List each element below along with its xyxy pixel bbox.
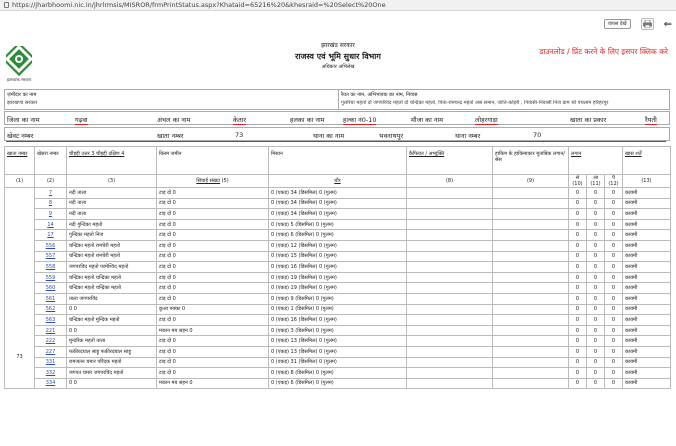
- rent-aa-cell: 0: [587, 198, 605, 209]
- remarks-cell: [407, 188, 493, 199]
- rent-se-cell: 0: [569, 315, 587, 326]
- rent-se-cell: 0: [569, 378, 587, 389]
- area-cell: 0 (एकड़) 31 (डिसमिल) 0 (गुलम): [269, 357, 407, 368]
- rights-cell: [493, 240, 569, 251]
- condition-cell: कायमी: [623, 357, 671, 368]
- land-type-cell: टाड़ दो 0: [157, 209, 269, 220]
- rent-pai-cell: 0: [605, 209, 623, 220]
- rights-cell: [493, 346, 569, 357]
- colnum-2: (2): [35, 175, 67, 188]
- land-type-cell: टाड़ दो 0: [157, 283, 269, 294]
- table-row: [5, 209, 671, 220]
- table-row: [5, 240, 671, 251]
- remarks-cell: [407, 240, 493, 251]
- boundary-cell: नदी ताला: [67, 188, 157, 199]
- remarks-cell: [407, 315, 493, 326]
- area-cell: 0 (एकड़) 34 (डिसमिल) 0 (गुलम): [269, 209, 407, 220]
- rent-se-cell: 0: [569, 219, 587, 230]
- area-cell: 0 (एकड़) 3 (डिसमिल) 0 (गुलम): [269, 325, 407, 336]
- sub-sinchai: [157, 175, 269, 188]
- table-row: [5, 219, 671, 230]
- rent-pai-cell: 0: [605, 336, 623, 347]
- rent-se-cell: 0: [569, 304, 587, 315]
- sub-se: [569, 175, 587, 188]
- boundary-cell: नदी गुन्दिका महतो: [67, 219, 157, 230]
- raiyat-cell: [339, 90, 669, 109]
- rent-pai-cell: 0: [605, 325, 623, 336]
- khesra-link[interactable]: 331: [35, 357, 67, 368]
- rent-aa-cell: 0: [587, 262, 605, 273]
- rights-cell: [493, 262, 569, 273]
- colnum-10: (10): [572, 181, 583, 187]
- khesra-link[interactable]: 8: [35, 198, 67, 209]
- land-type-cell: टाड़ दो 0: [157, 336, 269, 347]
- rent-pai-cell: 0: [605, 272, 623, 283]
- table-row: [5, 346, 671, 357]
- rent-aa-cell: 0: [587, 188, 605, 199]
- area-cell: 0 (एकड़) 16 (डिसमिल) 0 (गुलम): [269, 315, 407, 326]
- table-row: [5, 283, 671, 294]
- remarks-cell: [407, 336, 493, 347]
- condition-cell: कायमी: [623, 240, 671, 251]
- condition-cell: कायमी: [623, 272, 671, 283]
- boundary-cell: ताला जगपरविंद: [67, 293, 157, 304]
- rent-se-cell: 0: [569, 293, 587, 304]
- table-row: [5, 368, 671, 379]
- rent-aa-cell: 0: [587, 325, 605, 336]
- condition-cell: कायमी: [623, 251, 671, 262]
- land-type-cell: टाड़ दो 0: [157, 188, 269, 199]
- area-cell: 0 (एकड़) 13 (डिसमिल) 0 (गुलम): [269, 336, 407, 347]
- rights-cell: [493, 272, 569, 283]
- khesra-link[interactable]: 562: [35, 304, 67, 315]
- table-row: [5, 315, 671, 326]
- land-type-cell: टाड़ दो 0: [157, 293, 269, 304]
- boundary-cell: 0 0: [67, 378, 157, 389]
- district-value: गढ़वा: [75, 116, 88, 124]
- rights-cell: [493, 209, 569, 220]
- table-row: [5, 272, 671, 283]
- col-boundary: चौहद्दी उत्तर 3 चौहद्दी दक्षिण 4: [67, 147, 157, 175]
- owner-section: [4, 89, 670, 110]
- rent-pai-cell: 0: [605, 293, 623, 304]
- table-row: [5, 357, 671, 368]
- land-type-cell: टाड़ दो 0: [157, 315, 269, 326]
- boundary-cell: 0 0: [67, 325, 157, 336]
- rent-se-cell: 0: [569, 336, 587, 347]
- rent-aa-cell: 0: [587, 293, 605, 304]
- khesra-link[interactable]: 7: [35, 188, 67, 199]
- remarks-cell: [407, 262, 493, 273]
- colnum-11: (11): [590, 181, 601, 187]
- colnum-12: (12): [608, 181, 619, 187]
- table-row: [5, 198, 671, 209]
- rent-aa-cell: 0: [587, 315, 605, 326]
- table-row: [5, 293, 671, 304]
- sub-aa: [587, 175, 605, 188]
- rent-pai-cell: 0: [605, 315, 623, 326]
- boundary-cell: जगपरविंद महतो परमेश्विद महतो: [67, 262, 157, 273]
- col-land-type: किस्म जमीन: [157, 147, 269, 175]
- sub-sinchai-label: सिंचाई संख्या: [196, 178, 220, 184]
- land-type-cell: टाड़ दो 0: [157, 272, 269, 283]
- col-special: खास शर्तें: [623, 147, 671, 175]
- rent-aa-cell: 0: [587, 304, 605, 315]
- sub-se-label: से: [575, 175, 580, 181]
- rent-pai-cell: 0: [605, 368, 623, 379]
- rent-se-cell: 0: [569, 251, 587, 262]
- rent-se-cell: 0: [569, 272, 587, 283]
- circle-value: केतार: [233, 116, 247, 124]
- colnum-5: (5): [221, 178, 229, 184]
- sub-pai: [605, 175, 623, 188]
- rights-cell: [493, 357, 569, 368]
- khata-type-value: रैयती: [645, 116, 657, 124]
- area-cell: 0 (एकड़) 9 (डिसमिल) 0 (गुलम): [269, 293, 407, 304]
- khesra-link[interactable]: 17: [35, 230, 67, 241]
- khesra-link[interactable]: 332: [35, 368, 67, 379]
- khata-row: [4, 127, 670, 141]
- rent-se-cell: 0: [569, 230, 587, 241]
- boundary-cell: चन्द्रिका महतो रामचेरी महतो: [67, 240, 157, 251]
- rent-se-cell: 0: [569, 325, 587, 336]
- sub-dhaur: धौर: [269, 175, 407, 188]
- boundary-cell: रामजतन चमार परिंदक महतो: [67, 357, 157, 368]
- address-bar[interactable]: [0, 0, 676, 11]
- rent-aa-cell: 0: [587, 251, 605, 262]
- top-toolbar: [604, 18, 672, 30]
- area-cell: 0 (एकड़) 19 (डिसमिल) 0 (गुलम): [269, 272, 407, 283]
- remarks-cell: [407, 357, 493, 368]
- rent-se-cell: 0: [569, 346, 587, 357]
- boundary-cell: चन्द्रिका महतो मुन्दिक महतो: [67, 315, 157, 326]
- rights-cell: [493, 336, 569, 347]
- govt-title: झारखंड सरकार: [321, 42, 355, 49]
- col-rent: लगान: [569, 147, 623, 175]
- condition-cell: कायमी: [623, 230, 671, 241]
- rights-cell: [493, 198, 569, 209]
- raiyat-value: गुलरिया महतो दो जगपरिवंद महतो दो चन्द्रिका महतो, पिता-रामचन्द्र महतो अंस समान, जाति-कोइरी , निवासी-निवासी निज ग्राम श्री पचलाम हरिहरपुर: [341, 100, 609, 106]
- khata-type-label: खाता का प्रकार: [570, 116, 607, 124]
- condition-cell: कायमी: [623, 283, 671, 294]
- mouza-value: लोहरगाड़ा: [475, 116, 498, 124]
- colnum-1: (1): [5, 175, 35, 188]
- area-cell: 0 (एकड़) 6 (डिसमिल) 0 (गुलम): [269, 230, 407, 241]
- rent-se-cell: 0: [569, 262, 587, 273]
- rent-aa-cell: 0: [587, 336, 605, 347]
- boundary-cell: नदी ताला: [67, 209, 157, 220]
- remarks-cell: [407, 209, 493, 220]
- area-cell: 0 (एकड़) 16 (डिसमिल) 0 (गुलम): [269, 262, 407, 273]
- rent-pai-cell: 0: [605, 219, 623, 230]
- rent-aa-cell: 0: [587, 272, 605, 283]
- rent-se-cell: 0: [569, 188, 587, 199]
- table-row: [5, 304, 671, 315]
- rent-pai-cell: 0: [605, 262, 623, 273]
- table-header-row: [5, 147, 671, 175]
- mouza-label: मौजा का नाम: [411, 116, 444, 124]
- khesra-link[interactable]: 221: [35, 325, 67, 336]
- rent-se-cell: 0: [569, 240, 587, 251]
- url-text[interactable]: https://jharbhoomi.nic.in/jhrlrmsis/MISROR/frmPrintStatus.aspx?Khataid=65216%20&khesraid=%20Select%20One: [12, 1, 386, 9]
- land-type-cell: मकान मय सहन 0: [157, 378, 269, 389]
- boundary-cell: जगपत चमार जगपरविंद महतो: [67, 368, 157, 379]
- rent-pai-cell: 0: [605, 230, 623, 241]
- thana-name-label: थाना का नाम: [313, 132, 345, 140]
- land-type-cell: टाड़ दो 0: [157, 230, 269, 241]
- land-type-cell: कुआ पक्का 0: [157, 304, 269, 315]
- circle-label: अंचल का नाम: [157, 116, 191, 124]
- condition-cell: कायमी: [623, 304, 671, 315]
- col-remarks: कैफियत / अभ्युक्ति: [407, 147, 493, 175]
- remarks-cell: [407, 251, 493, 262]
- khesra-link[interactable]: 557: [35, 251, 67, 262]
- khesra-link[interactable]: 334: [35, 378, 67, 389]
- thana-no-label: थाना नम्बर: [455, 132, 481, 140]
- condition-cell: कायमी: [623, 378, 671, 389]
- table-subheader-row: [5, 175, 671, 188]
- table-row: [5, 251, 671, 262]
- rights-cell: [493, 188, 569, 199]
- remarks-cell: [407, 198, 493, 209]
- khesra-link[interactable]: 558: [35, 262, 67, 273]
- area-cell: 0 (एकड़) 34 (डिसमिल) 0 (गुलम): [269, 188, 407, 199]
- area-cell: 0 (एकड़) 34 (डिसमिल) 0 (गुलम): [269, 198, 407, 209]
- land-record-table: [4, 146, 671, 389]
- remarks-cell: [407, 304, 493, 315]
- rent-pai-cell: 0: [605, 251, 623, 262]
- khesra-link[interactable]: 9: [35, 209, 67, 220]
- rent-pai-cell: 0: [605, 346, 623, 357]
- logo-caption: झारखण्ड सरकार: [6, 77, 32, 82]
- back-arrow-icon[interactable]: ⇐: [663, 18, 672, 30]
- rent-aa-cell: 0: [587, 346, 605, 357]
- remarks-cell: [407, 272, 493, 283]
- area-cell: 0 (एकड़) 19 (डिसमिल) 0 (गुलम): [269, 283, 407, 294]
- location-row: [4, 111, 670, 125]
- condition-cell: कायमी: [623, 336, 671, 347]
- thana-no-value: 70: [533, 131, 542, 139]
- col-area: मिसान: [269, 147, 407, 175]
- table-row: [5, 378, 671, 389]
- colnum-9: (9): [493, 175, 569, 188]
- rent-aa-cell: 0: [587, 378, 605, 389]
- land-type-cell: टाड़ दो 0: [157, 368, 269, 379]
- halka-label: हलका का नाम: [290, 116, 325, 124]
- rent-se-cell: 0: [569, 357, 587, 368]
- khesra-link[interactable]: 14: [35, 219, 67, 230]
- khesra-link[interactable]: 556: [35, 240, 67, 251]
- boundary-cell: गुन्दिका महतो निज: [67, 230, 157, 241]
- khata-no-label: खाता नम्बर: [157, 132, 184, 140]
- rent-aa-cell: 0: [587, 219, 605, 230]
- area-cell: 0 (एकड़) 5 (डिसमिल) 0 (गुलम): [269, 219, 407, 230]
- remarks-cell: [407, 230, 493, 241]
- col-khesra: खेसरा नम्बर: [35, 147, 67, 175]
- rights-cell: [493, 304, 569, 315]
- khesra-link[interactable]: 227: [35, 346, 67, 357]
- condition-cell: कायमी: [623, 188, 671, 199]
- rent-se-cell: 0: [569, 368, 587, 379]
- rights-cell: [493, 325, 569, 336]
- remarks-cell: [407, 346, 493, 357]
- remarks-cell: [407, 368, 493, 379]
- area-cell: 0 (एकड़) 6 (डिसमिल) 0 (गुलम): [269, 378, 407, 389]
- sub-pai-label: पै: [612, 175, 615, 181]
- land-type-cell: टाड़ दो 0: [157, 357, 269, 368]
- district-label: जिला का नाम: [7, 116, 40, 124]
- land-type-cell: टाड़ दो 0: [157, 240, 269, 251]
- rights-cell: [493, 368, 569, 379]
- land-type-cell: मकान मय सहन 0: [157, 325, 269, 336]
- khesra-link[interactable]: 561: [35, 293, 67, 304]
- khata-no-value: 73: [235, 131, 244, 139]
- rent-pai-cell: 0: [605, 357, 623, 368]
- rent-aa-cell: 0: [587, 283, 605, 294]
- condition-cell: कायमी: [623, 293, 671, 304]
- col-rights: हाकिम के हाकिमाकार मुताबिक लगान/सेस: [493, 147, 569, 175]
- area-cell: 0 (एकड़) 12 (डिसमिल) 0 (गुलम): [269, 240, 407, 251]
- table-row: [5, 325, 671, 336]
- record-title: अधिकार अभिलेख: [321, 64, 355, 70]
- area-cell: 0 (एकड़) 8 (डिसमिल) 0 (गुलम): [269, 368, 407, 379]
- rent-pai-cell: 0: [605, 198, 623, 209]
- condition-cell: कायमी: [623, 209, 671, 220]
- back-view-button[interactable]: वापस देखें: [604, 19, 631, 29]
- boundary-cell: फकीरदयाल साहू फकीरदयाल साहू: [67, 346, 157, 357]
- remarks-cell: [407, 283, 493, 294]
- condition-cell: कायमी: [623, 198, 671, 209]
- boundary-cell: चन्द्रिका महतो चन्द्रिका महतो: [67, 272, 157, 283]
- land-type-cell: टाड़ दो 0: [157, 219, 269, 230]
- rights-cell: [493, 230, 569, 241]
- raiyat-label: रैयत का नाम, अभिभावक का नाम, निवास: [341, 92, 418, 98]
- area-cell: 0 (एकड़) 13 (डिसमिल) 0 (गुलम): [269, 346, 407, 357]
- khewat-label: खेवट नम्बर: [7, 132, 34, 140]
- rent-pai-cell: 0: [605, 188, 623, 199]
- land-type-cell: टाड़ दो 0: [157, 262, 269, 273]
- remarks-cell: [407, 325, 493, 336]
- condition-cell: कायमी: [623, 368, 671, 379]
- rights-cell: [493, 219, 569, 230]
- thana-name-value: भवनाथपुर: [379, 132, 403, 140]
- area-cell: 0 (एकड़) 1 (डिसमिल) 0 (गुलम): [269, 304, 407, 315]
- print-button[interactable]: [641, 18, 654, 30]
- rent-aa-cell: 0: [587, 230, 605, 241]
- condition-cell: कायमी: [623, 325, 671, 336]
- red-underline: [6, 141, 666, 142]
- khesra-link[interactable]: 559: [35, 272, 67, 283]
- boundary-cell: 0 0: [67, 304, 157, 315]
- land-type-cell: टाड़ दो 0: [157, 346, 269, 357]
- boundary-cell: चन्द्रिका महतो चन्द्रिका महतो: [67, 283, 157, 294]
- col-khata: खाता नम्बर: [5, 147, 35, 175]
- condition-cell: कायमी: [623, 262, 671, 273]
- table-row: [5, 230, 671, 241]
- condition-cell: कायमी: [623, 346, 671, 357]
- halka-value: हल्का नं0-10: [343, 116, 377, 124]
- remarks-cell: [407, 378, 493, 389]
- khesra-link[interactable]: 563: [35, 315, 67, 326]
- colnum-3: (3): [67, 175, 157, 188]
- rights-cell: [493, 293, 569, 304]
- department-title: राजस्व एवं भूमि सुधार विभाग: [295, 52, 381, 61]
- khesra-link[interactable]: 222: [35, 336, 67, 347]
- colnum-8: (8): [407, 175, 493, 188]
- sub-aa-label: आ: [592, 175, 599, 181]
- rent-se-cell: 0: [569, 198, 587, 209]
- table-row: [5, 188, 671, 199]
- rent-pai-cell: 0: [605, 378, 623, 389]
- area-cell: 0 (एकड़) 15 (डिसमिल) 0 (गुलम): [269, 251, 407, 262]
- colnum-13: (13): [623, 175, 671, 188]
- rent-aa-cell: 0: [587, 357, 605, 368]
- condition-cell: कायमी: [623, 219, 671, 230]
- rights-cell: [493, 283, 569, 294]
- khata-number-cell: 73: [5, 188, 35, 389]
- printer-icon: [643, 20, 652, 28]
- rent-pai-cell: 0: [605, 240, 623, 251]
- remarks-cell: [407, 293, 493, 304]
- rent-aa-cell: 0: [587, 209, 605, 220]
- land-type-cell: टाड़ दो 0: [157, 251, 269, 262]
- khesra-link[interactable]: 560: [35, 283, 67, 294]
- owner-cell: [5, 90, 339, 109]
- boundary-cell: चन्द्रिका महतो रामचेरी महतो: [67, 251, 157, 262]
- rent-pai-cell: 0: [605, 304, 623, 315]
- land-type-cell: टाड़ दो 0: [157, 198, 269, 209]
- rights-cell: [493, 315, 569, 326]
- rent-se-cell: 0: [569, 283, 587, 294]
- rights-cell: [493, 251, 569, 262]
- condition-cell: कायमी: [623, 315, 671, 326]
- rent-aa-cell: 0: [587, 240, 605, 251]
- remarks-cell: [407, 219, 493, 230]
- download-print-link[interactable]: डाउनलोड / प्रिंट करने के लिए इसपर क्लिक करे: [539, 47, 668, 56]
- table-row: [5, 336, 671, 347]
- owner-value: झारखण्ड सरकार: [7, 100, 38, 106]
- boundary-cell: मुन्दरिक महतो ताला: [67, 336, 157, 347]
- table-row: [5, 262, 671, 273]
- lock-icon: [4, 2, 9, 8]
- rent-aa-cell: 0: [587, 368, 605, 379]
- rent-se-cell: 0: [569, 209, 587, 220]
- owner-label: ज़मींदार का नाम: [7, 92, 37, 98]
- rights-cell: [493, 378, 569, 389]
- rent-pai-cell: 0: [605, 283, 623, 294]
- boundary-cell: नदी ताला: [67, 198, 157, 209]
